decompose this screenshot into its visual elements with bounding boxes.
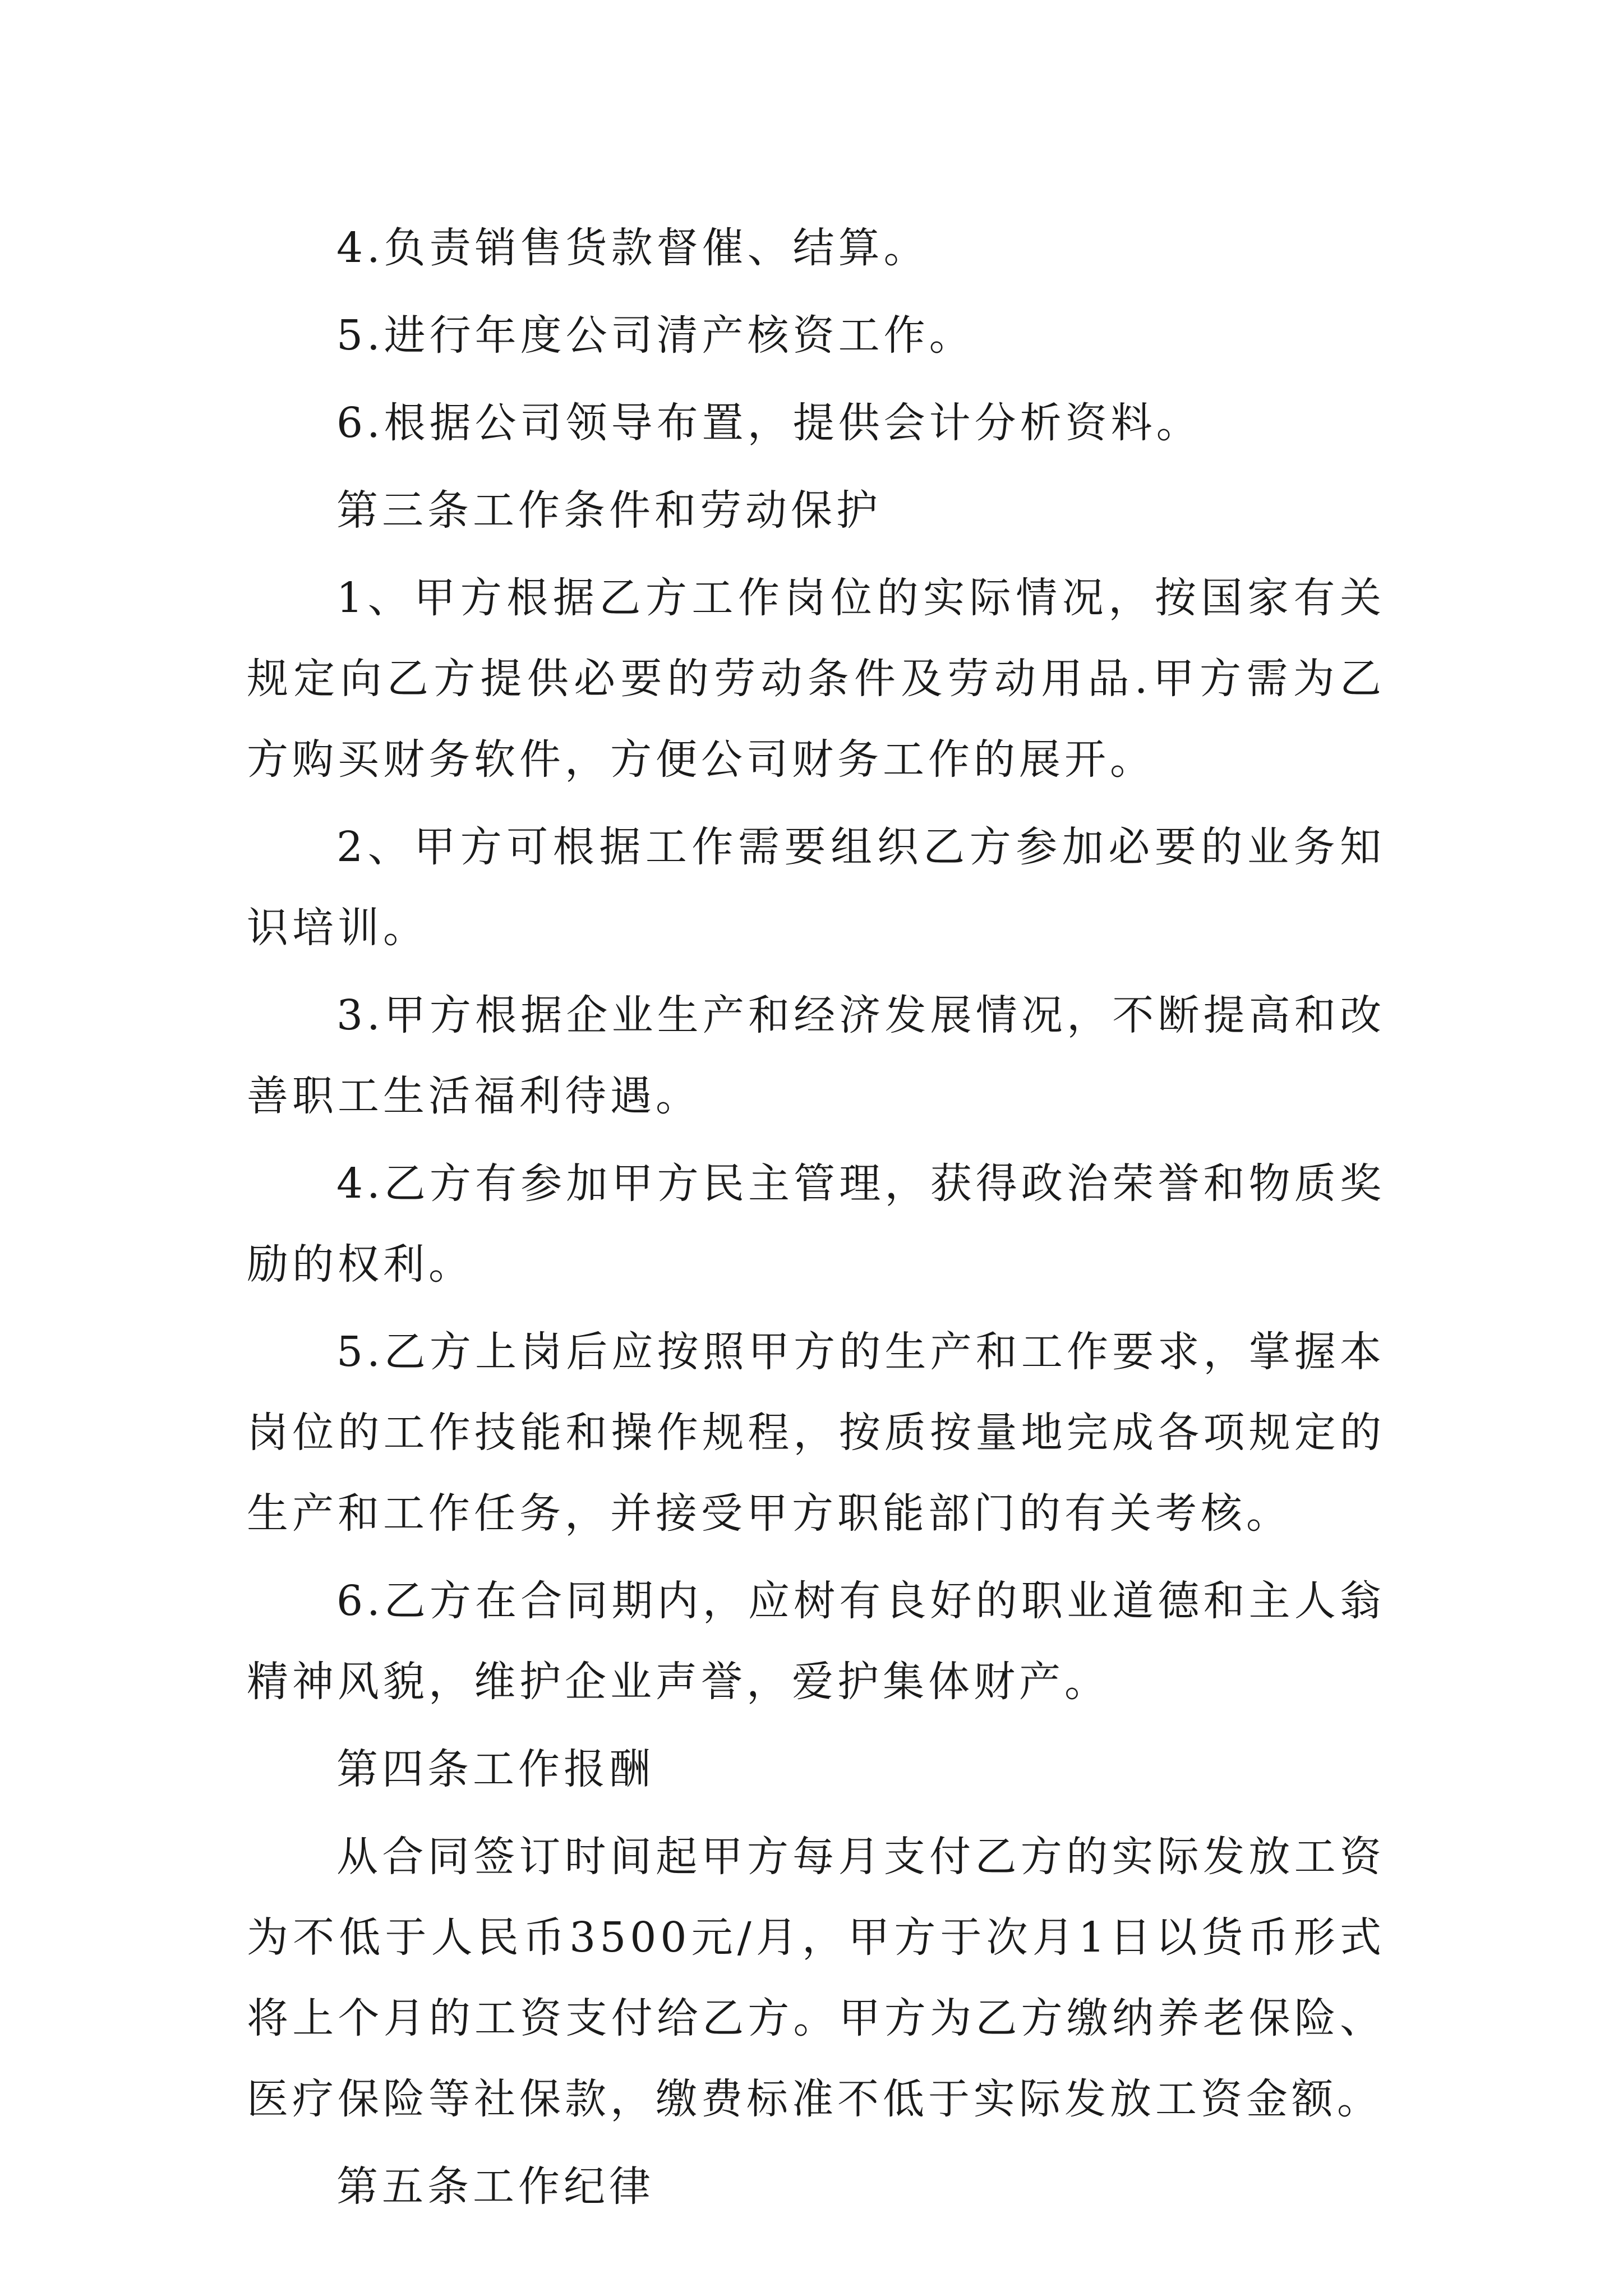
article-3-clause-3: 3.甲方根据企业生产和经济发展情况，不断提高和改善职工生活福利待遇。 [247,991,1385,1120]
article-3-clause-5: 5.乙方上岗后应按照甲方的生产和工作要求，掌握本岗位的工作技能和操作规程，按质按量地完成各项规定的生产和工作任务，并接受甲方职能部门的有关考核。 [247,1328,1385,1538]
article-3-clause-6: 6.乙方在合同期内，应树有良好的职业道德和主人翁精神风貌，维护企业声誉，爱护集体财产。 [247,1577,1385,1706]
article-4-heading: 第四条工作报酬 [336,1745,654,1793]
item-5-asset-audit: 5.进行年度公司清产核资工作。 [336,311,975,360]
article-3-heading: 第三条工作条件和劳动保护 [336,486,882,535]
item-6-accounting-analysis: 6.根据公司领导布置，提供会计分析资料。 [336,399,1202,447]
article-4-body: 从合同签订时间起甲方每月支付乙方的实际发放工资为不低于人民币3500元/月，甲方于次月1日以货币形式将上个月的工资支付给乙方。甲方为乙方缴纳养老保险、医疗保险等社保款，缴费标准不低于实际发放工资金额。 [247,1833,1385,2123]
article-5-heading: 第五条工作纪律 [336,2162,654,2211]
document-body [247,208,1385,2227]
item-4-payment-collection: 4.负责销售货款督催、结算。 [336,224,929,272]
article-3-clause-1: 1、甲方根据乙方工作岗位的实际情况，按国家有关规定向乙方提供必要的劳动条件及劳动用品.甲方需为乙方购买财务软件，方便公司财务工作的展开。 [247,574,1385,784]
article-3-clause-2: 2、甲方可根据工作需要组织乙方参加必要的业务知识培训。 [247,823,1385,952]
article-3-clause-4: 4.乙方有参加甲方民主管理，获得政治荣誉和物质奖励的权利。 [247,1159,1385,1289]
